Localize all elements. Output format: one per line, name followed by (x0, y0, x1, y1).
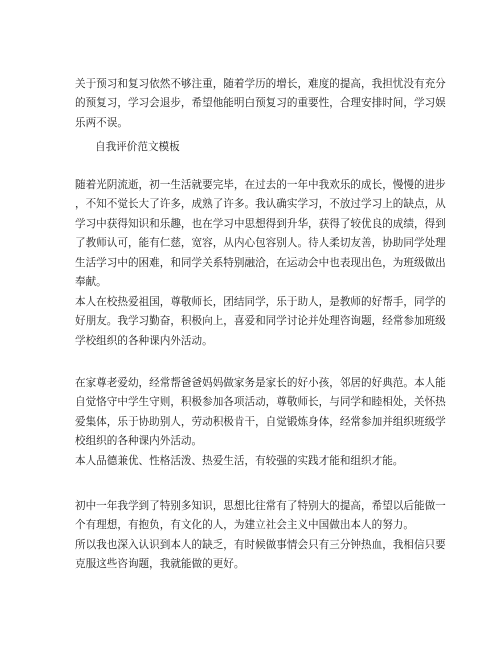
text-line: 自觉恪守中学生守则，积极参加各项活动，尊敬师长，与同学和睦相处，关怀热 (75, 396, 446, 409)
paragraph-5 (75, 497, 446, 575)
text-line: 本人在校热爱祖国，尊敬师长，团结同学，乐于助人，是教师的好帮手，同学的 (75, 296, 446, 308)
text-line: 个有理想，有抱负，有文化的人，为建立社会主义中国做出本人的努力。 (75, 519, 414, 532)
text-line: ，不知不觉长大了许多，成熟了许多。我认确实学习，不放过学习上的缺点，从 (75, 198, 446, 211)
text-line: 学习中获得知识和乐趣，也在学习中思想得到升华，获得了较优良的成绩，得到 (75, 217, 446, 230)
text-line: 的预复习，学习会退步，希望他能明白预复习的重要性，合理安排时间，学习娱 (75, 97, 446, 110)
text-line: 初中一年我学到了特别多知识，思想比往常有了特别大的提高，希望以后能做一 (75, 500, 446, 512)
text-line: 了教师认可，能有仁慈，宽容，从内心包容别人。待人柔切友善，协助同学处理 (75, 237, 446, 250)
paragraph-1 (75, 75, 446, 133)
text-line: 关于预习和复习依然不够注重，随着学历的增长，难度的提高，我担忧没有充分 (75, 78, 446, 90)
paragraph-2 (75, 176, 446, 292)
text-line: 爱集体，乐于协助别人，劳动积极肯干，自觉锻炼身体，经常参加并组织班级学 (75, 415, 446, 428)
paragraph-4 (75, 374, 446, 471)
text-line: 校组织的各种课内外活动。 (75, 435, 203, 448)
paragraph-3 (75, 293, 446, 351)
text-line: 所以我也深入认识到本人的缺乏，有时候做事情会只有三分钟热血，我相信只要 (75, 538, 446, 551)
text-line: 在家尊老爱幼，经常帮爸爸妈妈做家务是家长的好小孩，邻居的好典范。本人能 (75, 377, 446, 389)
text-line: 学校组织的各种课内外活动。 (75, 334, 213, 347)
text-line: 克服这些咨询题，我就能做的更好。 (75, 558, 245, 571)
text-line: 随着光阴流逝，初一生活就要完毕，在过去的一年中我欢乐的成长，慢慢的进步 (75, 179, 446, 191)
text-line: 本人品德兼优、性格活泼、热爱生活，有较强的实践才能和组织才能。 (75, 454, 404, 467)
text-line: 乐两不误。 (75, 116, 128, 129)
section-heading: 自我评价范文模板 (95, 141, 180, 153)
text-line: 好朋友。我学习勤奋，积极向上，喜爱和同学讨论并处理咨询题，经常参加班级 (75, 315, 446, 328)
text-line: 奉献。 (75, 276, 107, 289)
text-line: 生活学习中的困难，和同学关系特别融洽，在运动会中也表现出色，为班级做出 (75, 256, 446, 269)
